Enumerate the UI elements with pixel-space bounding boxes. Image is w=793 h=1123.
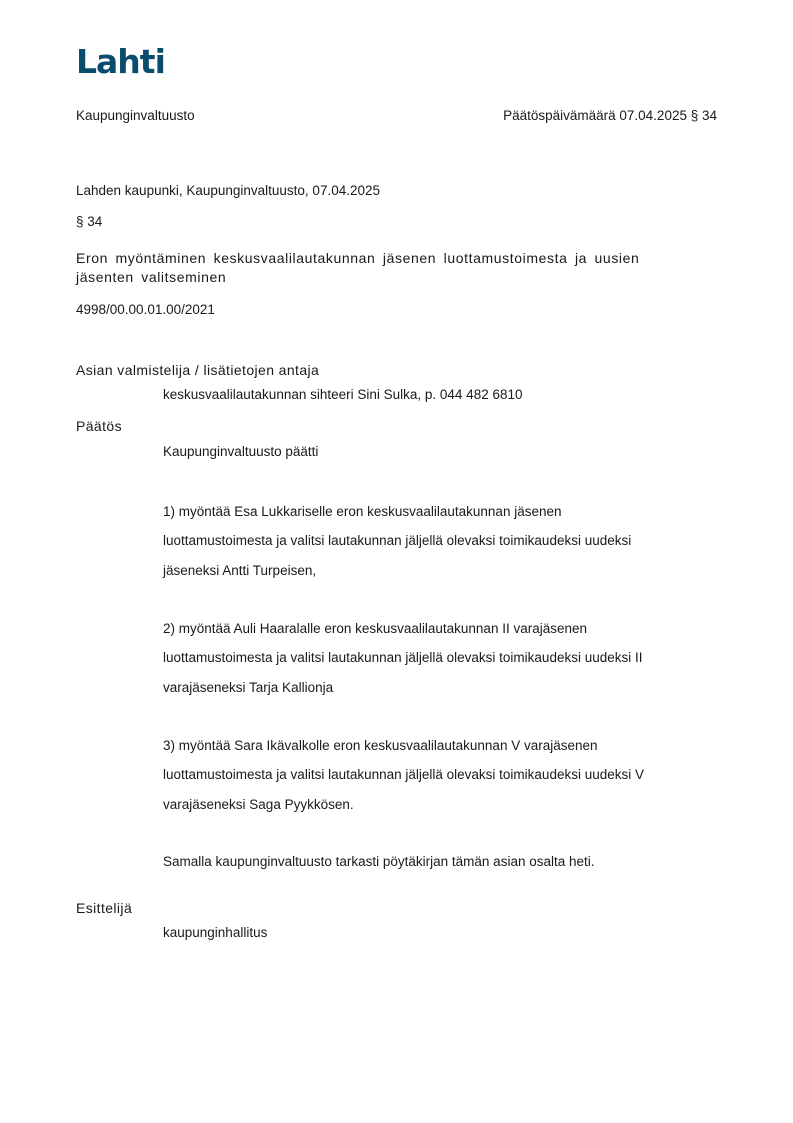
header-decision-date: Päätöspäivämäärä 07.04.2025 § 34 <box>503 108 717 123</box>
case-number: 4998/00.00.01.00/2021 <box>76 302 215 317</box>
presenter-heading: Esittelijä <box>76 900 133 916</box>
decision-heading: Päätös <box>76 418 122 434</box>
decision-item-3 <box>163 731 723 819</box>
decision-item-2 <box>163 614 723 702</box>
decision-closing: Samalla kaupunginvaltuusto tarkasti pöytäkirjan tämän asian osalta heti. <box>163 854 595 869</box>
title-line-2: jäsenten valitseminen <box>76 269 227 285</box>
decision-item-line: 3) myöntää Sara Ikävalkolle eron keskusvaalilautakunnan V varajäsenen <box>163 738 598 753</box>
decision-item-1 <box>163 497 723 585</box>
lahti-logo: Lahti <box>76 42 165 81</box>
decision-item-line: varajäseneksi Tarja Kallionja <box>163 679 334 695</box>
decision-item-line: 2) myöntää Auli Haaralalle eron keskusvaalilautakunnan II varajäsenen <box>163 621 588 636</box>
decision-item-line: luottamustoimesta ja valitsi lautakunnan jäljellä olevaksi toimikaudeksi uudeksi II <box>163 650 643 666</box>
decision-item-line: luottamustoimesta ja valitsi lautakunnan jäljellä olevaksi toimikaudeksi uudeksi <box>163 533 632 549</box>
decision-item-line: varajäseneksi Saga Pyykkösen. <box>163 796 354 812</box>
section-number: § 34 <box>76 214 103 229</box>
decision-item-line: luottamustoimesta ja valitsi lautakunnan jäljellä olevaksi toimikaudeksi uudeksi V <box>163 767 644 783</box>
preparer-text: keskusvaalilautakunnan sihteeri Sini Sulka, p. 044 482 6810 <box>163 387 523 402</box>
decision-item-line: 1) myöntää Esa Lukkariselle eron keskusvaalilautakunnan jäsenen <box>163 504 562 519</box>
title-line-1: Eron myöntäminen keskusvaalilautakunnan jäsenen luottamustoimesta ja uusien <box>76 250 640 266</box>
presenter-text: kaupunginhallitus <box>163 925 268 940</box>
decision-item-line: jäseneksi Antti Turpeisen, <box>163 562 317 578</box>
header-body: Kaupunginvaltuusto <box>76 108 195 123</box>
preparer-heading: Asian valmistelija / lisätietojen antaja <box>76 362 320 378</box>
meta-line: Lahden kaupunki, Kaupunginvaltuusto, 07.04.2025 <box>76 183 381 198</box>
decision-intro: Kaupunginvaltuusto päätti <box>163 444 319 459</box>
page-title <box>76 249 676 287</box>
